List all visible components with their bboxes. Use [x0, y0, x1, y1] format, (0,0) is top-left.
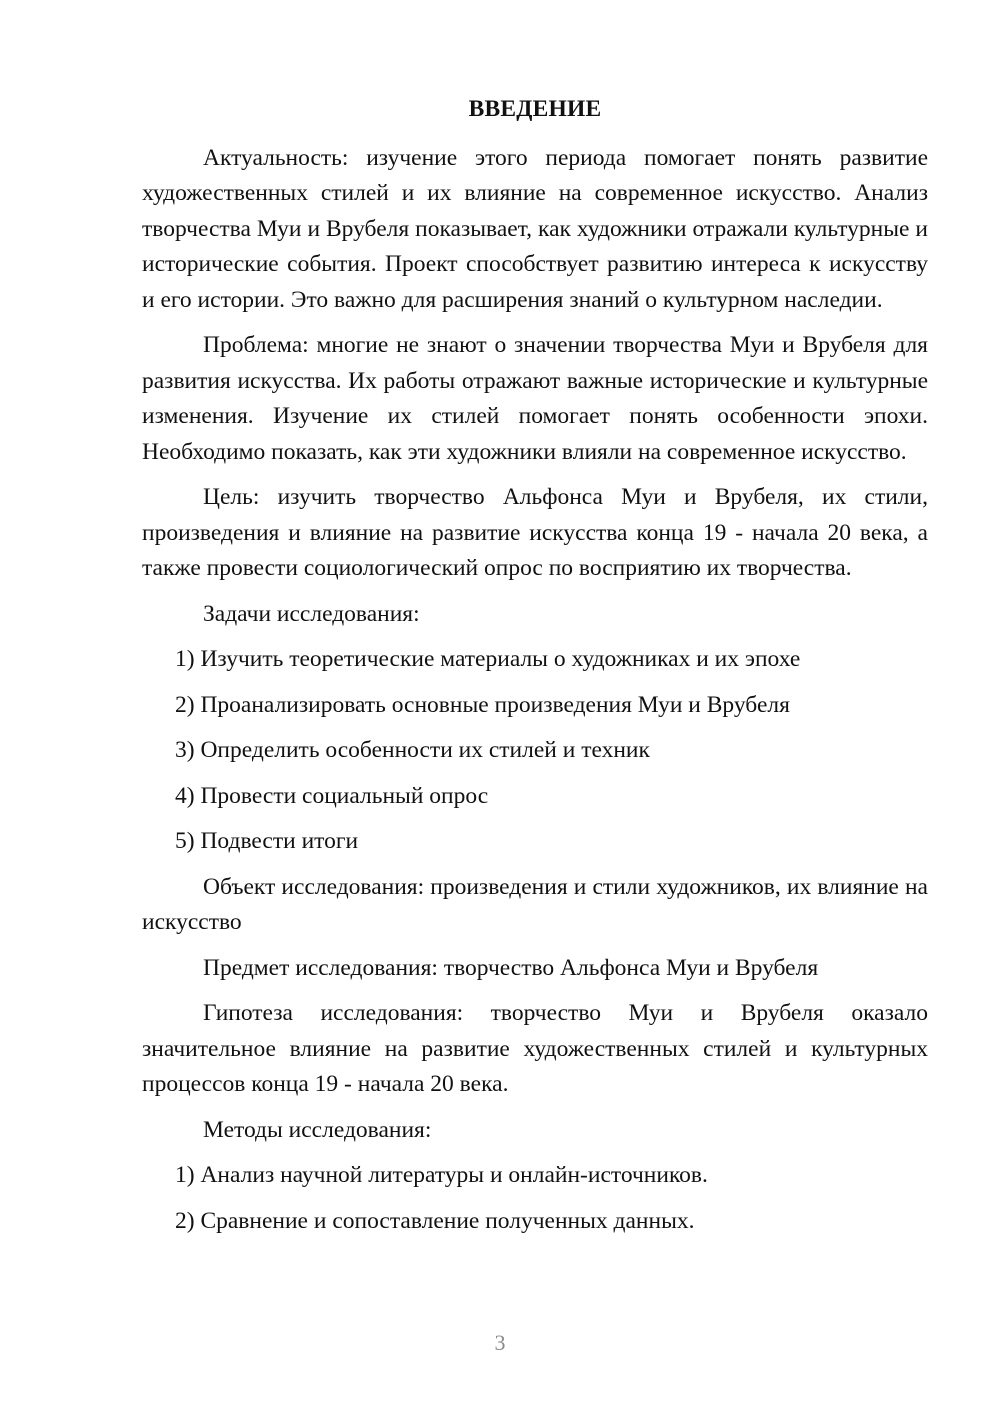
hypothesis-paragraph: Гипотеза исследования: творчество Муи и Врубеля оказало значительное влияние на развитие художественных стилей и культурных процессов конца 19 - начала 20 века. [142, 1000, 928, 1097]
method-item: 1) Анализ научной литературы и онлайн-источников. [175, 1162, 708, 1188]
tasks-heading: Задачи исследования: [203, 600, 420, 627]
task-item: 4) Провести социальный опрос [175, 782, 489, 809]
object-paragraph: Объект исследования: произведения и стили художников, их влияние на искусство [142, 873, 928, 935]
method-item: 2) Сравнение и сопоставление полученных данных. [175, 1207, 695, 1234]
relevance-paragraph: Актуальность: изучение этого периода помогает понять развитие художественных стилей и их влияние на современное искусство. Анализ творчества Муи и Врубеля показывает, как художники отражали культурные и исторические события. Проект способствует развитию интереса к искусству и его истории. Это важно для расширения знаний о культурном наследии. [142, 144, 928, 313]
task-item: 1) Изучить теоретические материалы о художниках и их эпохе [175, 646, 801, 672]
task-item: 3) Определить особенности их стилей и техник [175, 737, 650, 763]
task-item: 5) Подвести итоги [175, 828, 359, 854]
methods-heading: Методы исследования: [203, 1116, 432, 1143]
subject-paragraph: Предмет исследования: творчество Альфонса Муи и Врубеля [203, 954, 819, 981]
problem-paragraph: Проблема: многие не знают о значении творчества Муи и Врубеля для развития искусства. Их работы отражают важные исторические и культурные изменения. Изучение их стилей помогает понять особенности эпохи. Необходимо показать, как эти художники влияли на современное искусство. [142, 332, 928, 465]
goal-paragraph: Цель: изучить творчество Альфонса Муи и Врубеля, их стили, произведения и влияние на развитие искусства конца 19 - начала 20 века, а также провести социологический опрос по восприятию их творчества. [142, 484, 928, 581]
document-page [142, 92, 928, 1249]
task-item: 2) Проанализировать основные произведения Муи и Врубеля [175, 691, 790, 718]
section-title: ВВЕДЕНИЕ [468, 96, 602, 122]
page-number: 3 [494, 1330, 506, 1355]
